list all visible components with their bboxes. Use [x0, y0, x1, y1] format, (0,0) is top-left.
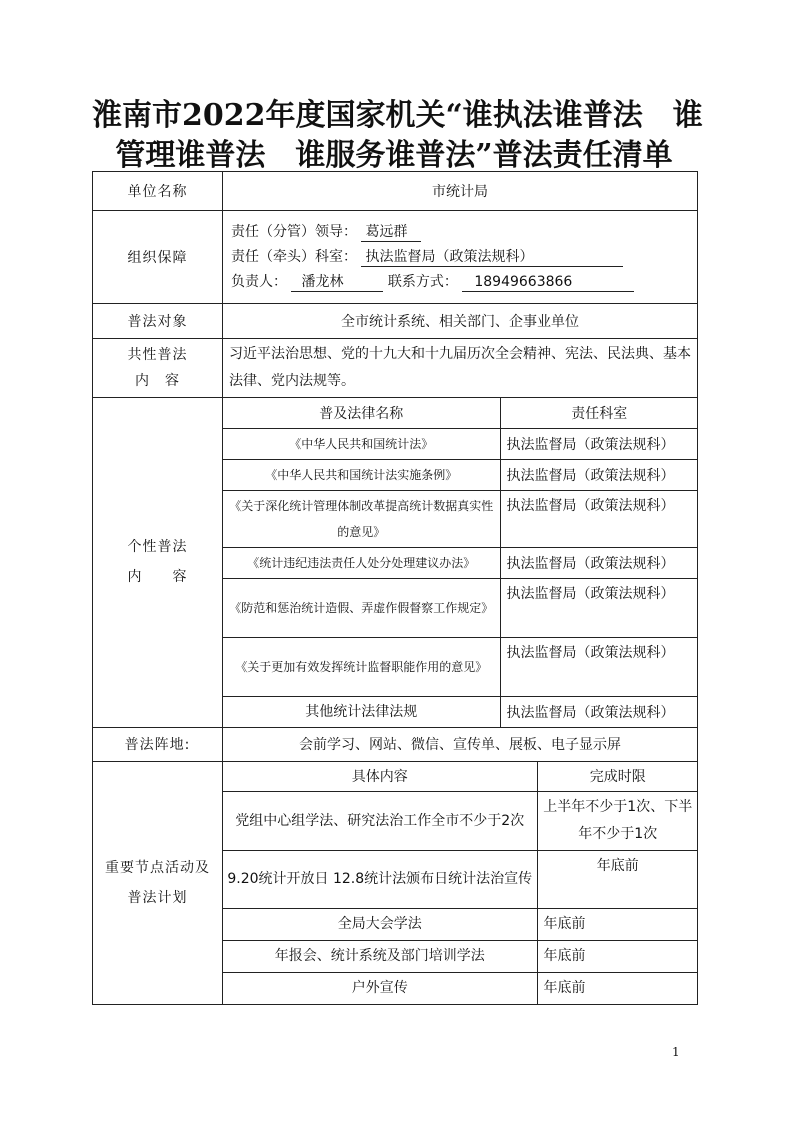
- activity-content: 党组中心组学法、研究法治工作全市不少于2次: [223, 792, 537, 851]
- law-row: [223, 428, 698, 459]
- law-dept: 执法监督局（政策法规科）: [500, 490, 698, 547]
- law-dept: 执法监督局（政策法规科）: [500, 428, 698, 459]
- specific-content: [223, 398, 698, 728]
- activities-label-line-2: 普法计划: [127, 889, 188, 906]
- content-col-header: 具体内容: [223, 762, 537, 792]
- activities-content: [223, 761, 698, 1005]
- activity-list: [223, 762, 698, 1005]
- common-label-line-2: 内 容: [135, 373, 180, 389]
- dept-label: 责任（牵头）科室：: [231, 248, 357, 265]
- org-row: [93, 211, 698, 304]
- contact-label: 联系方式：: [387, 273, 458, 290]
- specific-label-line-2: 内 容: [127, 569, 188, 586]
- activity-content: 9.20统计开放日 12.8统计法颁布日统计法治宣传: [223, 851, 537, 909]
- law-name: 《关于更加有效发挥统计监督职能作用的意见》: [223, 637, 500, 696]
- law-name: 其他统计法律法规: [305, 703, 418, 720]
- contact-value: 18949663866: [462, 273, 634, 292]
- activity-row: [223, 973, 698, 1005]
- specific-label-line-1: 个性普法: [127, 539, 188, 556]
- person-line: [231, 270, 697, 295]
- law-name: 《关于深化统计管理体制改革提高统计数据真实性的意见》: [223, 490, 500, 547]
- target-value: 全市统计系统、相关部门、企事业单位: [223, 304, 698, 339]
- law-list: [223, 398, 698, 727]
- common-content: 习近平法治思想、党的十九大和十九届历次全会精神、宪法、民法典、基本法律、党内法规等。: [223, 339, 698, 398]
- activity-content: 年报会、统计系统及部门培训学法: [223, 941, 537, 973]
- activities-row: [93, 761, 698, 1005]
- activity-deadline: 年底前: [537, 851, 698, 909]
- dept-col-header: 责任科室: [500, 398, 698, 428]
- title-line-2: 管理谁普法 谁服务谁普法”普法责任清单: [115, 138, 673, 173]
- activity-row: [223, 851, 698, 909]
- activity-content: 户外宣传: [351, 980, 408, 996]
- specific-label: [93, 398, 223, 728]
- law-row: [223, 696, 698, 727]
- law-name: 《中华人民共和国统计法》: [223, 428, 500, 459]
- title-line-1: 淮南市2022年度国家机关“谁执法谁普法 谁: [92, 98, 703, 133]
- activity-deadline: 年底前: [537, 973, 698, 1005]
- activity-content: 全局大会学法: [223, 909, 537, 941]
- leader-line: [231, 220, 697, 245]
- document-title: [92, 96, 703, 176]
- law-col-header: 普及法律名称: [223, 398, 500, 428]
- law-dept: 执法监督局（政策法规科）: [500, 696, 698, 727]
- leader-value: 葛远群: [361, 223, 421, 242]
- law-row: [223, 547, 698, 578]
- person-value: 潘龙林: [291, 273, 383, 292]
- activity-header: [223, 762, 698, 792]
- org-label: 组织保障: [93, 211, 223, 304]
- law-name: 《统计违纪违法责任人处分处理建议办法》: [223, 547, 500, 578]
- common-label-line-1: 共性普法: [127, 347, 188, 363]
- activity-row: [223, 909, 698, 941]
- common-row: [93, 339, 698, 398]
- org-details: [223, 211, 698, 304]
- law-dept: 执法监督局（政策法规科）: [500, 547, 698, 578]
- law-row: [223, 578, 698, 637]
- law-header: [223, 398, 698, 428]
- position-row: [93, 727, 698, 761]
- law-row: [223, 490, 698, 547]
- position-value: 会前学习、网站、微信、宣传单、展板、电子显示屏: [223, 727, 698, 761]
- dept-line: [231, 245, 697, 270]
- activity-deadline: 上半年不少于1次、下半年不少于1次: [537, 792, 698, 851]
- common-label: [93, 339, 223, 398]
- target-label: 普法对象: [93, 304, 223, 339]
- dept-value: 执法监督局（政策法规科）: [361, 248, 623, 267]
- activity-deadline: 年底前: [537, 941, 698, 973]
- law-name: 《中华人民共和国统计法实施条例》: [223, 459, 500, 490]
- activity-row: [223, 941, 698, 973]
- unit-row: [93, 172, 698, 211]
- law-dept: 执法监督局（政策法规科）: [500, 459, 698, 490]
- activity-deadline: 年底前: [537, 909, 698, 941]
- unit-label: 单位名称: [93, 172, 223, 211]
- activities-label: [93, 761, 223, 1005]
- activity-row: [223, 792, 698, 851]
- law-dept: 执法监督局（政策法规科）: [500, 578, 698, 637]
- law-dept: 执法监督局（政策法规科）: [500, 637, 698, 696]
- target-row: [93, 304, 698, 339]
- person-label: 负责人：: [231, 273, 287, 290]
- unit-value: 市统计局: [223, 172, 698, 211]
- law-name: 《防范和惩治统计造假、弄虚作假督察工作规定》: [223, 578, 500, 637]
- specific-row: [93, 398, 698, 728]
- responsibility-table: [92, 171, 698, 1005]
- law-row: [223, 637, 698, 696]
- activities-label-line-1: 重要节点活动及: [105, 859, 210, 876]
- law-row: [223, 459, 698, 490]
- time-col-header: 完成时限: [537, 762, 698, 792]
- leader-label: 责任（分管）领导：: [231, 223, 357, 240]
- position-label: 普法阵地:: [93, 727, 223, 761]
- page-number: 1: [672, 1045, 680, 1059]
